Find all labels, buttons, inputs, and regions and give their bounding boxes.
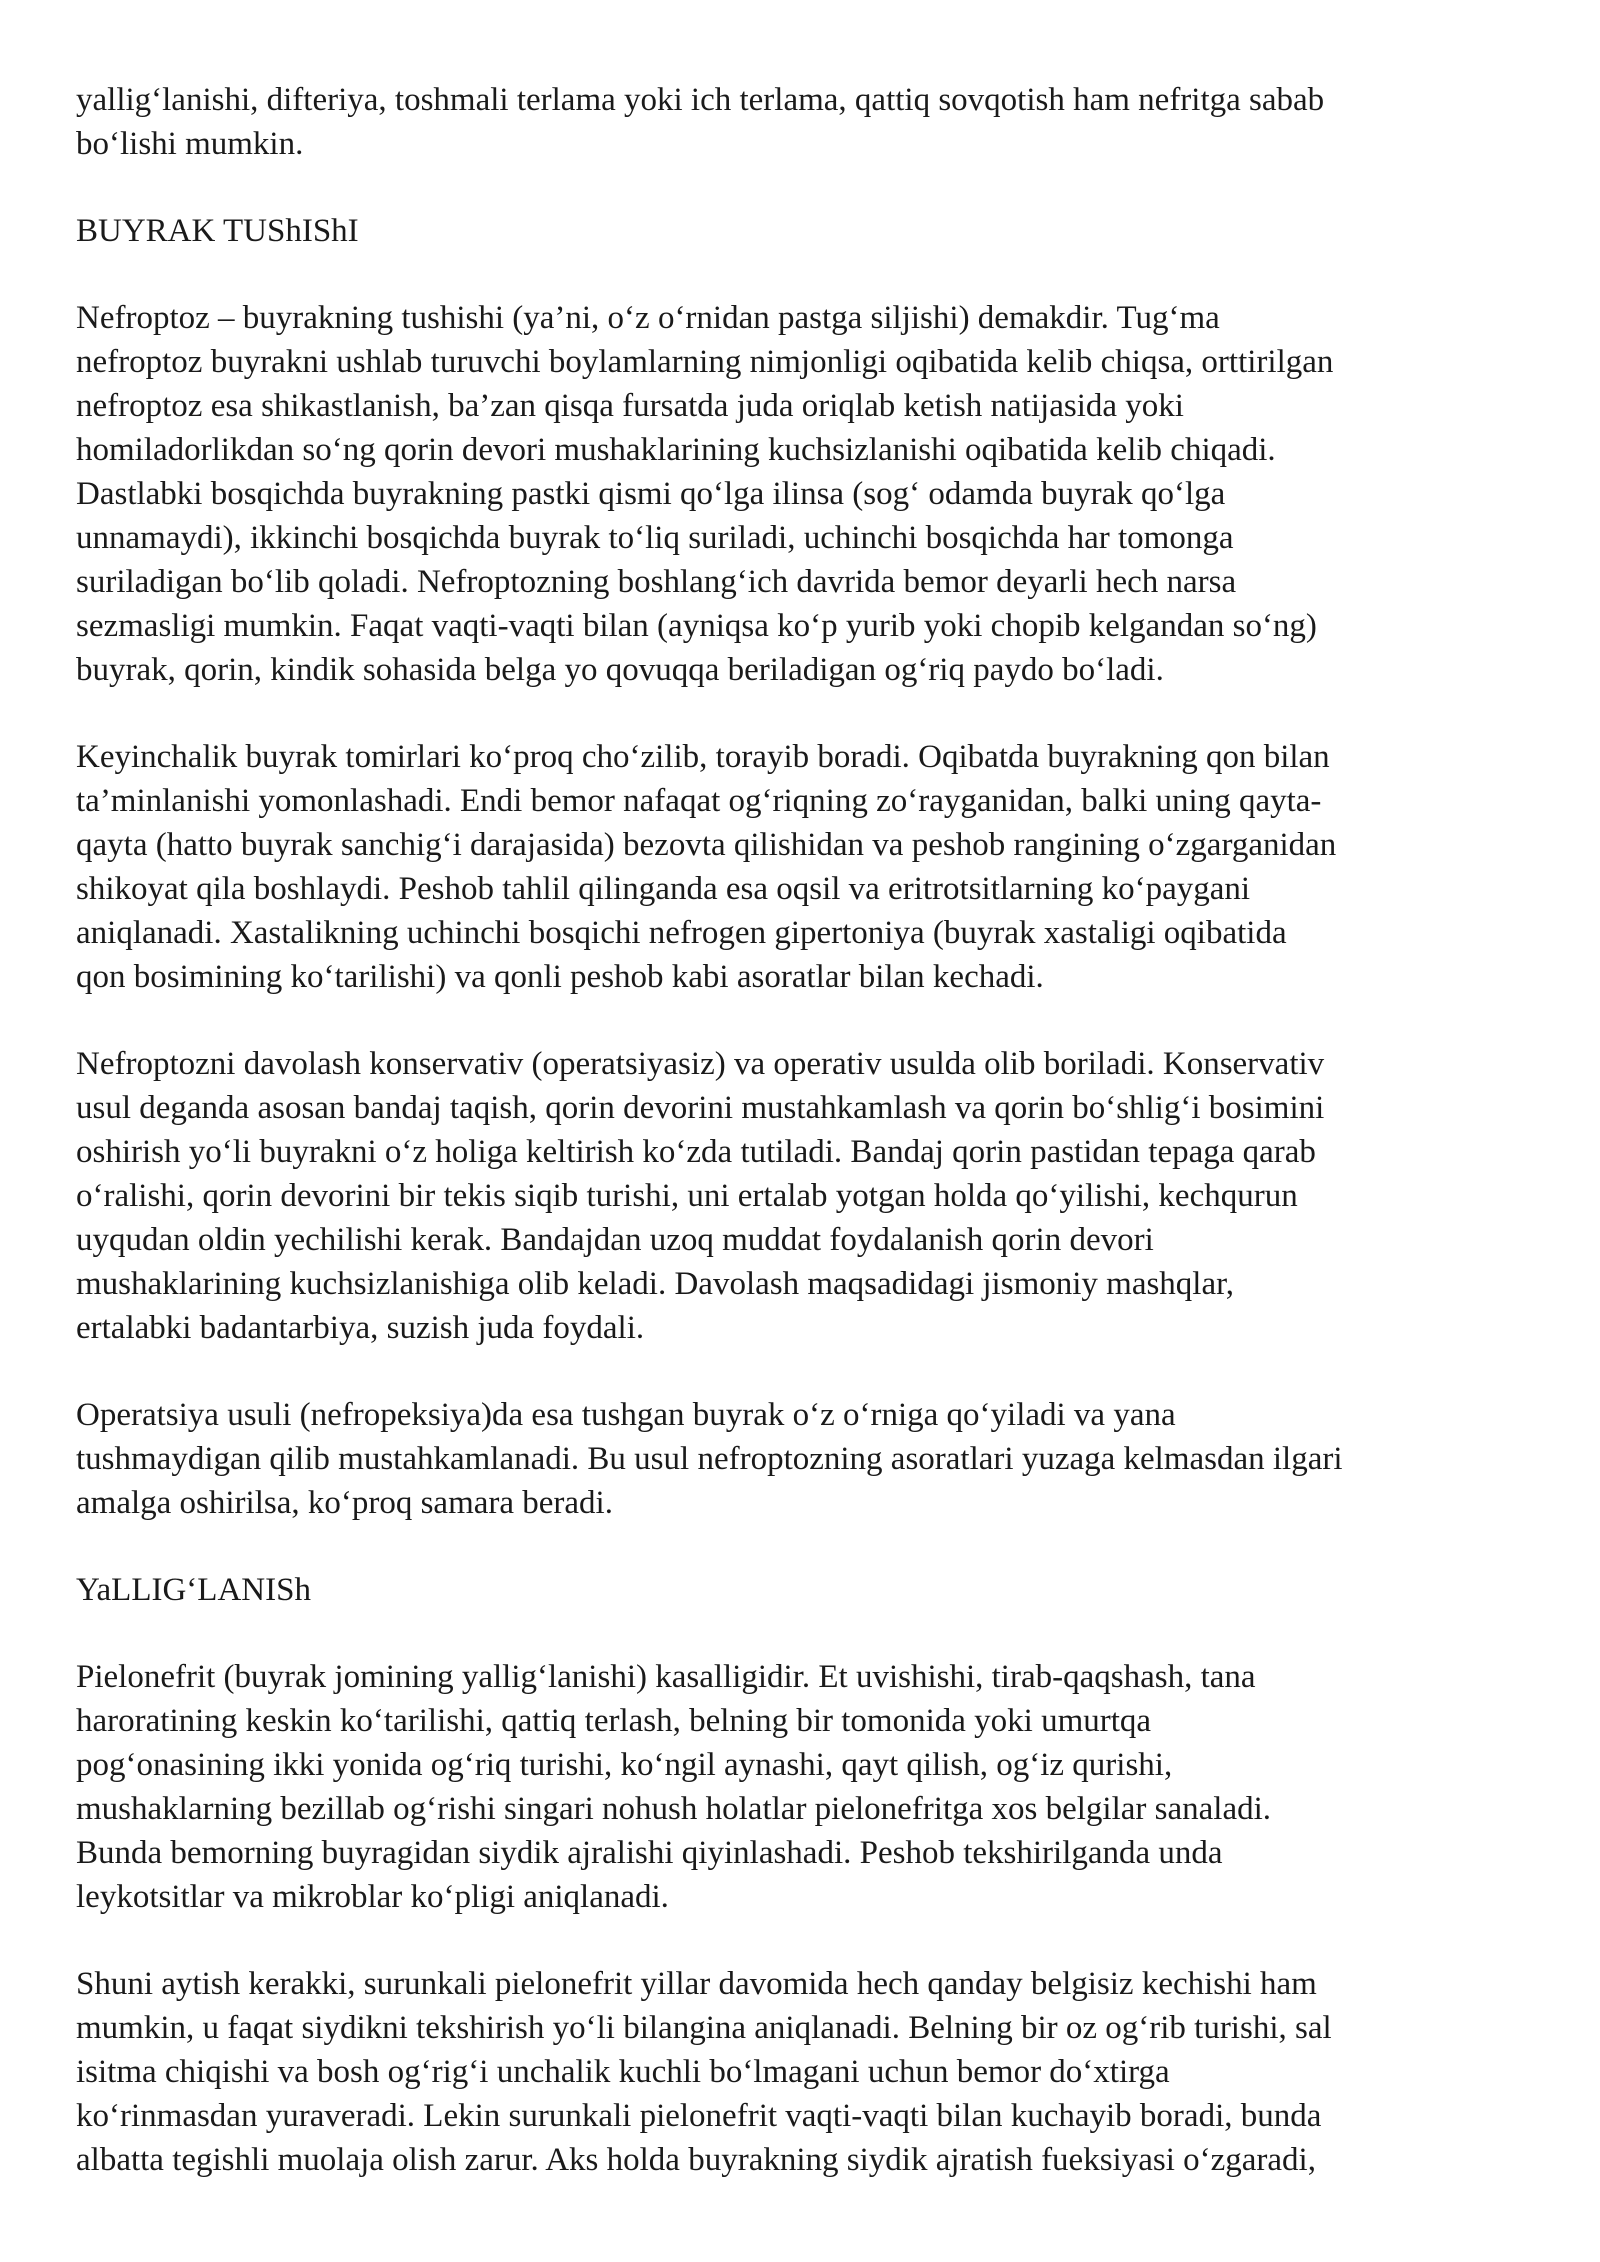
section-heading-inflammation: YaLLIG‘LANISh: [76, 1572, 311, 1608]
section-heading-kidney-prolapse: BUYRAK TUShIShI: [76, 213, 359, 249]
paragraph-nephropexy: Operatsiya usuli (nefropeksiya)da esa tushgan buyrak o‘z o‘rniga qo‘yiladi va yana tushmaydigan qilib mustahkamlanadi. Bu usul nefroptozning asoratlari yuzaga kelmasdan ilgari amalga oshirilsa, ko‘proq samara beradi.: [76, 1397, 1343, 1521]
document-page: [76, 78, 1546, 2225]
paragraph-nephroptosis-treatment: Nefroptozni davolash konservativ (operatsiyasiz) va operativ usulda olib boriladi. Konservativ usul deganda asosan bandaj taqish, qorin devorini mustahkamlash va qorin bo‘shlig‘i bosimini oshirish yo‘li buyrakni o‘z holiga keltirish ko‘zda tutiladi. Bandaj qorin pastidan tepaga qarab o‘ralishi, qorin devorini bir tekis siqib turishi, uni ertalab yotgan holda qo‘yilishi, kechqurun uyqudan oldin yechilishi kerak. Bandajdan uzoq muddat foydalanish qorin devori mushaklarining kuchsizlanishiga olib keladi. Davolash maqsadidagi jismoniy mashqlar, ertalabki badantarbiya, suzish juda foydali.: [76, 1046, 1325, 1346]
paragraph-nephroptosis-definition: Nefroptoz – buyrakning tushishi (ya’ni, o‘z o‘rnidan pastga siljishi) demakdir. Tug‘ma nefroptoz buyrakni ushlab turuvchi boylamlarning nimjonligi oqibatida kelib chiqsa, orttirilgan nefroptoz esa shikastlanish, ba’zan qisqa fursatda juda oriqlab ketish natijasida yoki homiladorlikdan so‘ng qorin devori mushaklarining kuchsizlanishi oqibatida kelib chiqadi. Dastlabki bosqichda buyrakning pastki qismi qo‘lga ilinsa (sog‘ odamda buyrak qo‘lga unnamaydi), ikkinchi bosqichda buyrak to‘liq suriladi, uchinchi bosqichda har tomonga suriladigan bo‘lib qoladi. Nefroptozning boshlang‘ich davrida bemor deyarli hech narsa sezmasligi mumkin. Faqat vaqti-vaqti bilan (ayniqsa ko‘p yurib yoki chopib kelgandan so‘ng) buyrak, qorin, kindik sohasida belga yo qovuqqa beriladigan og‘riq paydo bo‘ladi.: [76, 300, 1334, 688]
paragraph-pyelonephritis-symptoms: Pielonefrit (buyrak jomining yallig‘lanishi) kasalligidir. Et uvishishi, tirab-qaqshash, tana haroratining keskin ko‘tarilishi, qattiq terlash, belning bir tomonida yoki umurtqa pog‘onasining ikki yonida og‘riq turishi, ko‘ngil aynashi, qayt qilish, og‘iz qurishi, mushaklarning bezillab og‘rishi singari nohush holatlar pielonefritga xos belgilar sanaladi. Bunda bemorning buyragidan siydik ajralishi qiyinlashadi. Peshob tekshirilganda unda leykotsitlar va mikroblar ko‘pligi aniqlanadi.: [76, 1659, 1272, 1915]
paragraph-chronic-pyelonephritis: Shuni aytish kerakki, surunkali pielonefrit yillar davomida hech qanday belgisiz kechishi ham mumkin, u faqat siydikni tekshirish yo‘li bilangina aniqlanadi. Belning bir oz og‘rib turishi, sal isitma chiqishi va bosh og‘rig‘i unchalik kuchli bo‘lmagani uchun bemor do‘xtirga ko‘rinmasdan yuraveradi. Lekin surunkali pielonefrit vaqti-vaqti bilan kuchayib boradi, bunda albatta tegishli muolaja olish zarur. Aks holda buyrakning siydik ajratish fueksiyasi o‘zgaradi,: [76, 1966, 1332, 2178]
paragraph-continuation: yallig‘lanishi, difteriya, toshmali terlama yoki ich terlama, qattiq sovqotish ham nefritga sabab bo‘lishi mumkin.: [76, 82, 1325, 162]
paragraph-nephroptosis-progression: Keyinchalik buyrak tomirlari ko‘proq cho‘zilib, torayib boradi. Oqibatda buyrakning qon bilan ta’minlanishi yomonlashadi. Endi bemor nafaqat og‘riqning zo‘rayganidan, balki uning qayta- qayta (hatto buyrak sanchig‘i darajasida) bezovta qilishidan va peshob rangining o‘zgarganidan shikoyat qila boshlaydi. Peshob tahlil qilinganda esa oqsil va eritrotsitlarning ko‘paygani aniqlanadi. Xastalikning uchinchi bosqichi nefrogen gipertoniya (buyrak xastaligi oqibatida qon bosimining ko‘tarilishi) va qonli peshob kabi asoratlar bilan kechadi.: [76, 739, 1337, 995]
